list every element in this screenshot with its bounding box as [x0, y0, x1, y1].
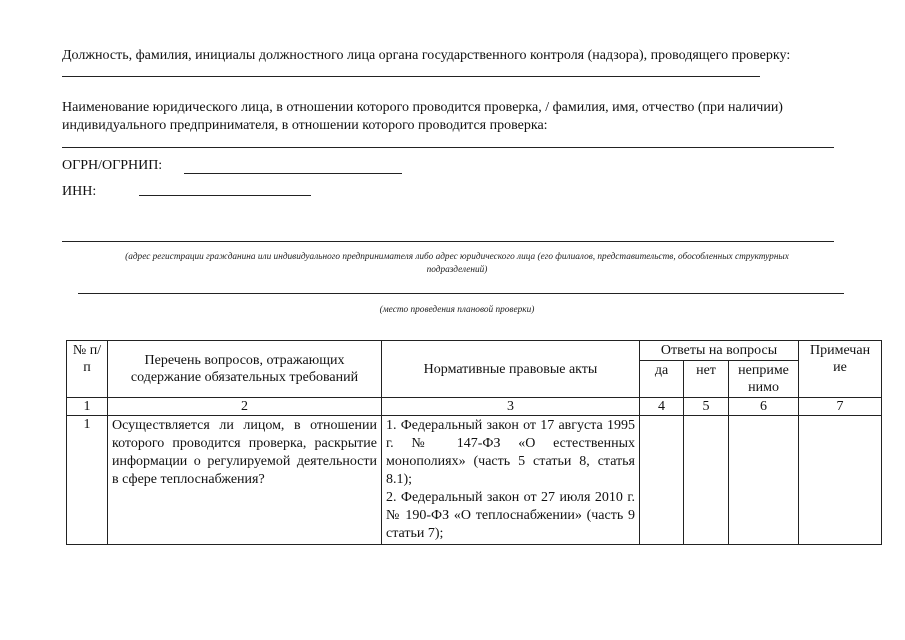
column-number: 7 [799, 398, 882, 416]
answer-no-cell[interactable] [684, 416, 729, 545]
address-input-line[interactable] [62, 241, 834, 242]
address-note-line2: подразделений) [426, 265, 488, 275]
inn-label: ИНН: [62, 184, 97, 199]
header-row-1 [67, 341, 882, 361]
ogrn-label: ОГРН/ОГРНИП: [62, 158, 163, 173]
inn-input-line[interactable] [139, 195, 311, 196]
row-number: 1 [67, 416, 108, 545]
row-question: Осуществляется ли лицом, в отношении которого проводится проверка, раскрытие информации о регулируемой деятельности в сфере теплоснабжения? [108, 416, 382, 545]
column-number: 5 [684, 398, 729, 416]
row-act-2: 2. Федеральный закон от 27 июля 2010 г. № 190-ФЗ «О теплоснабжении» (часть 9 статьи 7); [386, 490, 635, 541]
checklist-table [66, 340, 882, 545]
entity-label-line1: Наименование юридического лица, в отношении которого проводится проверка, / фамилия, имя, отчество (при наличии) [62, 100, 783, 115]
column-number-row [67, 398, 882, 416]
table-row [67, 416, 882, 545]
row-act-1: 1. Федеральный закон от 17 августа 1995 г. № 147-ФЗ «О естественных монополиях» (часть 5 статьи 8, статья 8.1); [386, 418, 635, 487]
row-acts [382, 416, 640, 545]
header-no: нет [684, 361, 729, 398]
place-note: (место проведения плановой проверки) [379, 305, 535, 315]
place-input-line[interactable] [78, 293, 844, 294]
official-label: Должность, фамилия, инициалы должностного лица органа государственного контроля (надзора), проводящего проверку: [62, 48, 791, 63]
header-num: № п/п [67, 341, 108, 398]
header-questions: Перечень вопросов, отражающих содержание обязательных требований [108, 341, 382, 398]
ogrn-input-line[interactable] [184, 173, 402, 174]
column-number: 1 [67, 398, 108, 416]
header-notes: Примечан ие [799, 341, 882, 398]
address-note-line1: (адрес регистрации гражданина или индивидуального предпринимателя либо адрес юридического лица (его филиалов, представительств, обособленных структурных [125, 252, 789, 262]
column-number: 2 [108, 398, 382, 416]
column-number: 3 [382, 398, 640, 416]
answer-yes-cell[interactable] [640, 416, 684, 545]
answer-na-cell[interactable] [729, 416, 799, 545]
header-na: неприме нимо [729, 361, 799, 398]
header-acts: Нормативные правовые акты [382, 341, 640, 398]
official-input-line[interactable] [62, 76, 760, 77]
header-yes: да [640, 361, 684, 398]
entity-input-line[interactable] [62, 147, 834, 148]
notes-cell[interactable] [799, 416, 882, 545]
column-number: 6 [729, 398, 799, 416]
header-answers: Ответы на вопросы [640, 341, 799, 361]
entity-label-line2: индивидуального предпринимателя, в отношении которого проводится проверка: [62, 118, 548, 133]
column-number: 4 [640, 398, 684, 416]
